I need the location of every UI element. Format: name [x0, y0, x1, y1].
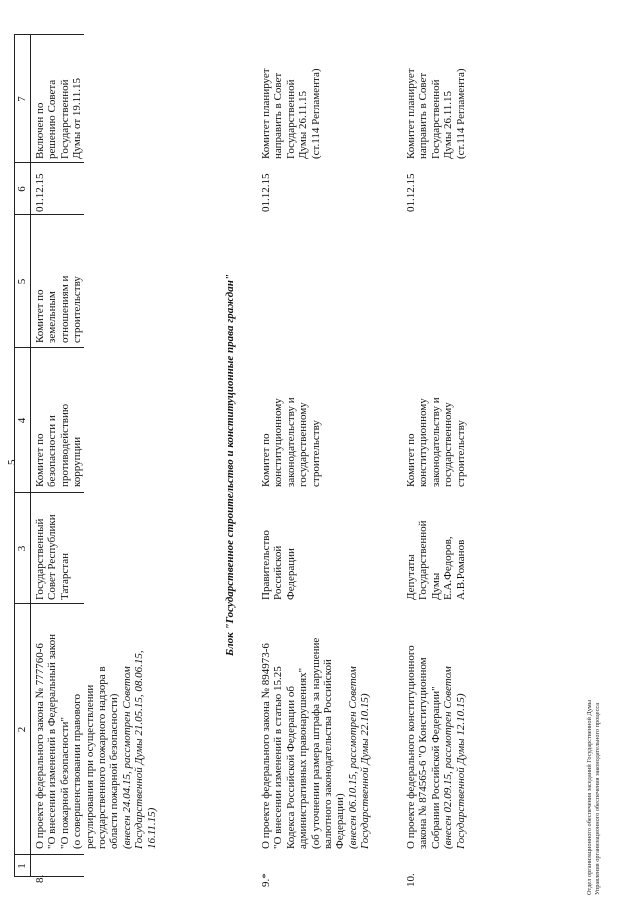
co-committee: Комитет по земельным отношениям и строительству: [34, 275, 84, 343]
note: Комитет планирует направить в Совет Государственной Думы 26.11.15 (ст.114 Регламента): [260, 68, 322, 159]
footer: Отдел организационного обеспечения заседаний Государственной Думы Управления организационного обеспечения законодательного процесса: [586, 700, 601, 895]
row-number: 10.: [405, 873, 417, 887]
note: Включен по решению Совета Государственной Думы от 19.11.15: [34, 78, 84, 159]
col-header-3: 3: [16, 545, 28, 552]
col-header-7: 7: [16, 96, 28, 102]
page-number: 5: [6, 459, 18, 465]
col-header-6: 6: [16, 186, 28, 192]
note: Комитет планирует направить в Совет Государственной Думы 26.11.15 (ст.114 Регламента): [405, 68, 467, 159]
date: 01.12.15: [34, 173, 46, 212]
initiator: Правительство Российской Федерации: [260, 530, 297, 600]
responsible-committee: Комитет по безопасности и противодействию коррупции: [34, 403, 84, 487]
responsible-committee: Комитет по конституционному законодательству и государственному строительству: [405, 397, 467, 487]
block-title: Блок "Государственное строительство и конституционные права граждан": [224, 274, 236, 656]
col-header-1: 1: [16, 863, 28, 869]
initiator: Государственный Совет Республики Татарстан: [34, 514, 71, 600]
initiator: Депутаты Государственной Думы Е.А.Федоров, А.В.Романов: [405, 520, 467, 600]
bill-title: О проекте федерального конституционного закона № 874565-6 "О Конституционном Собрании Российской Федерации" (внесен 02.09.15, рассмотрен Советом Государственной Думы 12.10.15): [405, 645, 467, 849]
responsible-committee: Комитет по конституционному законодательству и государственному строительству: [260, 397, 322, 487]
date: 01.12.15: [260, 173, 272, 212]
bill-title: О проекте федерального закона № 777760-6 "О внесении изменений в Федеральный закон "О пожарной безопасности" (о совершенствовании правового регулирования при осуществлении государственного пожарного надзора в области пожарной безопасности) (внесен 24.04.15, рассмотрен Советом Государственной Думы 21.05.15, 08.06.15, 16.11.15): [34, 634, 158, 849]
col-header-2: 2: [16, 726, 28, 733]
col-header-5: 5: [16, 278, 28, 285]
date: 01.12.15: [405, 173, 417, 212]
row-number: 9.*: [260, 873, 272, 887]
col-header-4: 4: [16, 417, 28, 424]
row-number: 8.: [34, 874, 46, 883]
bill-title: О проекте федерального закона № 894973-6 "О внесении изменений в статью 15.25 Кодекса Российской Федерации об административных правонарушениях" (об уточнении размера штрафа за нарушение валютного законодательства Российской Федерации) (внесен 06.10.15, рассмотрен Советом Государственной Думы 22.10.15): [260, 637, 372, 849]
